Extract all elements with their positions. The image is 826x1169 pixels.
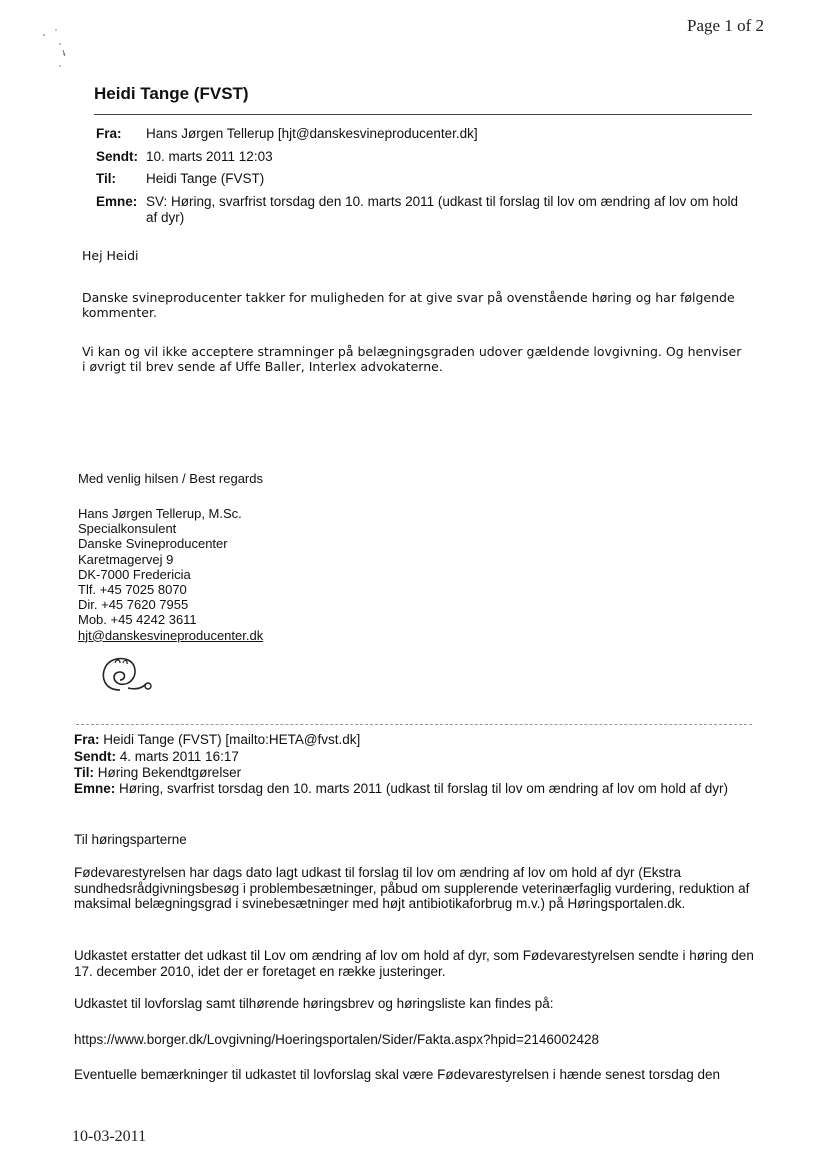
orig-from-value: Heidi Tange (FVST) [mailto:HETA@fvst.dk] [103, 732, 361, 747]
signature-company: Danske Svineproducenter [78, 536, 228, 552]
scan-specks [38, 26, 78, 76]
orig-sent-value: 4. marts 2011 16:17 [119, 749, 239, 764]
page-number: Page 1 of 2 [687, 16, 764, 35]
reply-paragraph: Danske svineproducenter takker for muligheden for at give svar på ovenstående høring og har følgende kommenter. [82, 290, 735, 320]
orig-sent-label: Sendt: [74, 749, 116, 764]
reply-paragraph: Vi kan og vil ikke acceptere stramninger på belægningsgraden udover gældende lovgivning. Og henviser i øvrigt til brev sende af Uffe Baller, Interlex advokaterne. [82, 344, 742, 374]
original-paragraph: Eventuelle bemærkninger til udkastet til lovforslag skal være Fødevarestyrelsen i hænde senest torsdag den [74, 1067, 721, 1082]
signature-block [78, 506, 263, 643]
original-from-row [74, 732, 754, 748]
original-subject-row [74, 781, 754, 797]
salutation: Til høringsparterne [74, 832, 187, 847]
signature-mobile: Mob. +45 4242 3611 [78, 612, 197, 628]
orig-from-label: Fra: [74, 732, 100, 747]
company-logo [98, 654, 156, 694]
original-paragraph: Udkastet erstatter det udkast til Lov om ændring af lov om hold af dyr, som Fødevarestyrelsen sendte i høring den 17. december 2010, idet der er foretaget en række justeringer. [74, 948, 754, 979]
reply-from-row [96, 126, 746, 142]
subject-value: SV: Høring, svarfrist torsdag den 10. marts 2011 (udkast til forslag til lov om ændring af lov om hold af dyr) [146, 194, 739, 225]
hoeringsportal-link[interactable]: https://www.borger.dk/Lovgivning/Hoeringsportalen/Sider/Fakta.aspx?hpid=2146002428 [74, 1032, 599, 1047]
original-to-row [74, 765, 754, 781]
sent-value: 10. marts 2011 12:03 [146, 149, 273, 164]
subject-label: Emne: [96, 194, 138, 209]
orig-subject-value: Høring, svarfrist torsdag den 10. marts 2011 (udkast til forslag til lov om ændring af lov om hold af dyr) [119, 781, 729, 796]
orig-subject-label: Emne: [74, 781, 116, 796]
signature-street: Karetmagervej 9 [78, 551, 174, 567]
sent-label: Sendt: [96, 149, 138, 164]
signature-email-link[interactable]: hjt@danskesvineproducenter.dk [78, 627, 264, 643]
signature-direct: Dir. +45 7620 7955 [78, 597, 189, 613]
signature-phone: Tlf. +45 7025 8070 [78, 582, 187, 598]
orig-to-label: Til: [74, 765, 94, 780]
closing: Med venlig hilsen / Best regards [78, 471, 263, 486]
reply-to-row [96, 171, 746, 187]
original-paragraph: Fødevarestyrelsen har dags dato lagt udkast til forslag til lov om ændring af lov om hold af dyr (Ekstra sundhedsrådgivningsbesøg i problembesætninger, påbud om supplerende veterinærfaglig vurdering, reduktion af maksimal belægningsgrad i svinebesætninger med højt antibiotikaforbrug m.v.) på Høringsportalen.dk. [74, 865, 750, 911]
signature-title: Specialkonsulent [78, 521, 177, 537]
from-value: Hans Jørgen Tellerup [hjt@danskesvineproducenter.dk] [146, 126, 478, 141]
original-sent-row [74, 749, 754, 765]
to-value: Heidi Tange (FVST) [146, 171, 265, 186]
greeting: Hej Heidi [82, 248, 139, 263]
signature-name: Hans Jørgen Tellerup, M.Sc. [78, 506, 242, 521]
orig-to-value: Høring Bekendtgørelser [97, 765, 242, 780]
to-label: Til: [96, 171, 116, 186]
from-label: Fra: [96, 126, 122, 141]
header-divider [94, 114, 752, 115]
mailbox-owner: Heidi Tange (FVST) [94, 84, 249, 103]
forward-divider [76, 724, 752, 725]
signature-city: DK-7000 Fredericia [78, 566, 191, 582]
print-date: 10-03-2011 [72, 1128, 147, 1145]
reply-subject-row [96, 194, 746, 225]
reply-sent-row [96, 149, 746, 165]
original-paragraph: Udkastet til lovforslag samt tilhørende høringsbrev og høringsliste kan findes på: [74, 996, 554, 1011]
